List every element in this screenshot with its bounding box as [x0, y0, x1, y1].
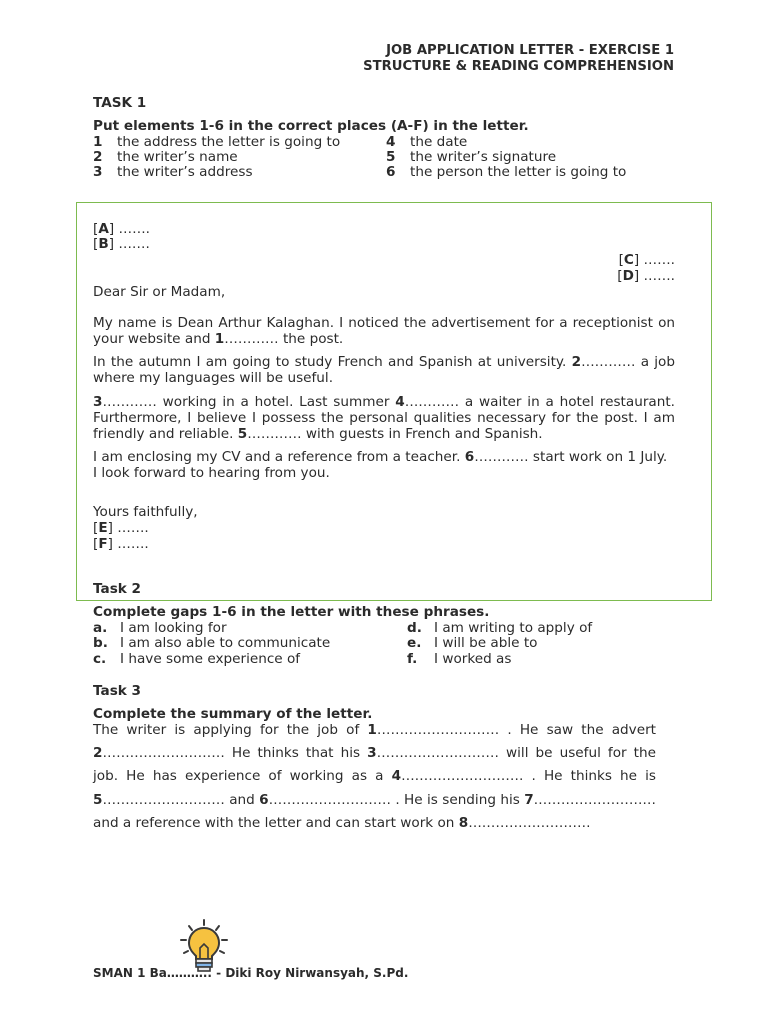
- task1-item: 1 the address the letter is going to: [93, 134, 341, 150]
- letter-paragraph-4: I am enclosing my CV and a reference from a teacher. 6………… start work on 1 July. I look forward to hearing from you.: [93, 449, 668, 481]
- task2-option: d. I am writing to apply of: [407, 620, 593, 636]
- letter-paragraph-1: My name is Dean Arthur Kalaghan. I noticed the advertisement for a receptionist on your website and 1………… the post.: [93, 315, 675, 347]
- task3-instruction: Complete the summary of the letter.: [93, 706, 373, 722]
- worksheet-header: [363, 43, 674, 75]
- task2-option: a. I am looking for: [93, 620, 227, 636]
- task1-item: 2 the writer’s name: [93, 149, 238, 165]
- letter-slot-f: [F] …….: [93, 536, 149, 552]
- letter-slot-c: [C] …….: [618, 252, 675, 268]
- task2-option: b. I am also able to communicate: [93, 635, 331, 651]
- task1-item: 3 the writer’s address: [93, 164, 253, 180]
- task1-title: TASK 1: [93, 95, 147, 111]
- task2-option: e. I will be able to: [407, 635, 538, 651]
- task2-option: f. I worked as: [407, 651, 512, 667]
- letter-slot-b: [B] …….: [93, 236, 150, 252]
- task3-title: Task 3: [93, 683, 142, 699]
- task1-item: 5 the writer’s signature: [386, 149, 557, 165]
- header-subtitle: STRUCTURE & READING COMPREHENSION: [363, 59, 674, 74]
- letter-greeting: Dear Sir or Madam,: [93, 284, 226, 300]
- letter-slot-d: [D] …….: [617, 268, 675, 284]
- letter-slot-a: [A] …….: [93, 221, 150, 237]
- header-title: JOB APPLICATION LETTER - EXERCISE 1: [386, 43, 674, 58]
- letter-closing: Yours faithfully,: [93, 504, 198, 520]
- letter-paragraph-2: In the autumn I am going to study French and Spanish at university. 2………… a job where my languages will be useful.: [93, 354, 675, 386]
- task2-title: Task 2: [93, 581, 142, 597]
- footer-credit: SMAN 1 Ba……….. - Diki Roy Nirwansyah, S.Pd.: [93, 966, 409, 980]
- letter-slot-e: [E] …….: [93, 520, 149, 536]
- task1-item: 4 the date: [386, 134, 468, 150]
- letter-paragraph-3: 3………… working in a hotel. Last summer 4………… a waiter in a hotel restaurant. Furthermore, I believe I possess the personal qualities necessary for the post. I am friendly and reliable. 5………… with guests in French and Spanish.: [93, 394, 676, 442]
- task1-item: 6 the person the letter is going to: [386, 164, 627, 180]
- task3-summary: The writer is applying for the job of 1……………………… . He saw the advert 2……………………… He thinks that his 3……………………… will be useful for the job. He has experience of working as a 4……………………… . He thinks he is 5……………………… and 6……………………… . He is sending his 7……………………… and a reference with the letter and can start work on 8………………………: [93, 722, 656, 831]
- task2-instruction: Complete gaps 1-6 in the letter with these phrases.: [93, 604, 490, 620]
- task1-instruction: Put elements 1-6 in the correct places (A-F) in the letter.: [93, 118, 529, 134]
- task2-option: c. I have some experience of: [93, 651, 301, 667]
